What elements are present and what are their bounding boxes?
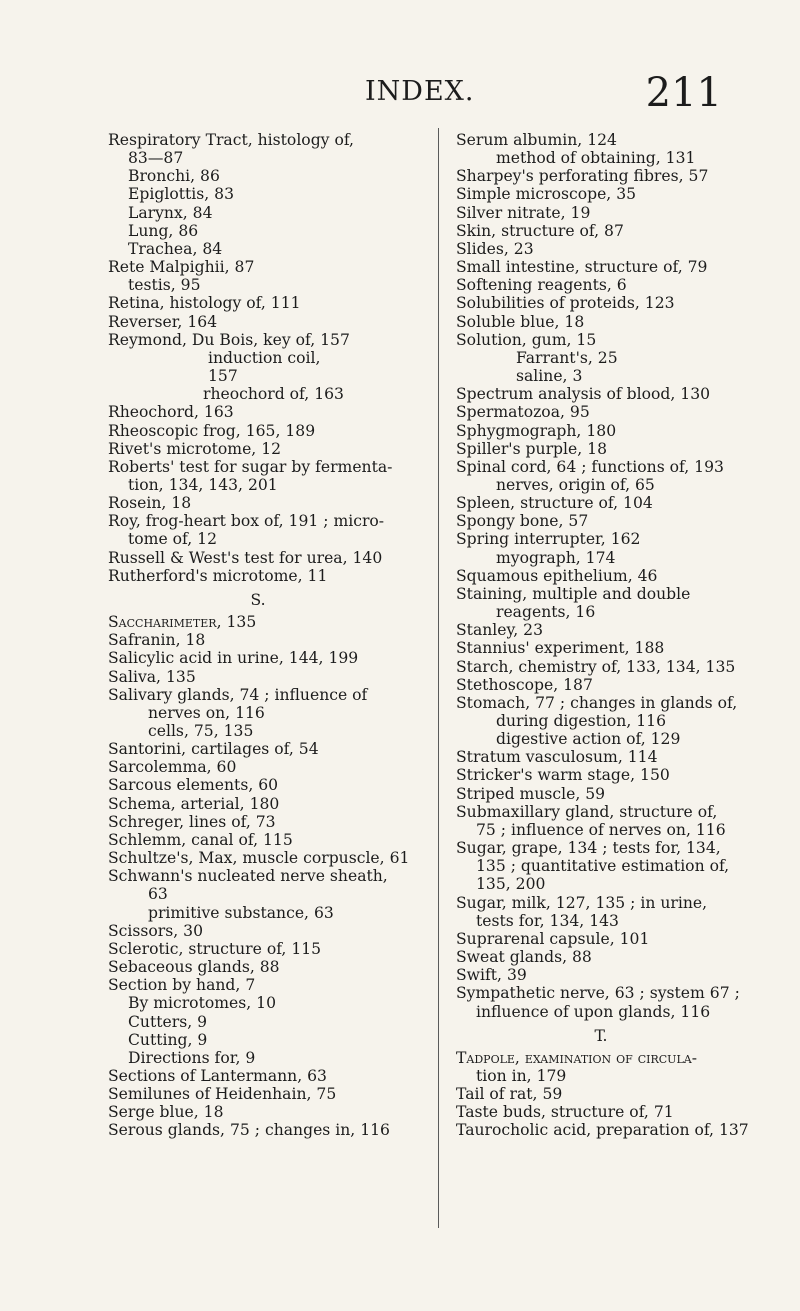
index-entry: Striped muscle, 59 (456, 784, 606, 803)
index-entry: Solubilities of proteids, 123 (456, 294, 675, 313)
index-entry: rheochord of, 163 (203, 385, 344, 404)
index-entry: Taurocholic acid, preparation of, 137 (456, 1121, 749, 1140)
index-entry: Semilunes of Heidenhain, 75 (108, 1085, 337, 1104)
index-entry: Swift, 39 (456, 966, 527, 985)
column-divider (438, 128, 439, 1228)
index-entry: 135, 200 (476, 875, 546, 894)
index-entry: Stannius' experiment, 188 (456, 639, 665, 658)
index-entry: digestive action of, 129 (496, 730, 681, 749)
index-entry: myograph, 174 (496, 548, 616, 567)
index-entry: Sections of Lantermann, 63 (108, 1066, 327, 1085)
index-entry: induction coil, (208, 348, 321, 367)
index-entry: Salivary glands, 74 ; influence of (108, 685, 368, 704)
index-entry: Rosein, 18 (108, 494, 192, 513)
page-header (0, 70, 800, 116)
index-entry: Sclerotic, structure of, 115 (108, 939, 322, 958)
index-entry: Directions for, 9 (128, 1048, 256, 1067)
index-entry: Sphygmograph, 180 (456, 421, 617, 440)
index-entry: testis, 95 (128, 276, 201, 295)
index-entry: Small intestine, structure of, 79 (456, 258, 708, 277)
index-entry: Trachea, 84 (128, 239, 223, 258)
index-entry: Tail of rat, 59 (456, 1085, 563, 1104)
index-entry: Spectrum analysis of blood, 130 (456, 385, 711, 404)
index-entry: Solution, gum, 15 (456, 330, 597, 349)
index-entry: Sebaceous glands, 88 (108, 958, 280, 977)
index-entry: Section by hand, 7 (108, 976, 256, 995)
index-entry: Simple microscope, 35 (456, 185, 637, 204)
index-entry: 135 ; quantitative estimation of, (476, 857, 730, 876)
index-entry: Taste buds, structure of, 71 (456, 1103, 674, 1122)
index-entry: Stanley, 23 (456, 621, 543, 640)
index-entry: Salicylic acid in urine, 144, 199 (108, 649, 359, 668)
index-entry: Tadpole, examination of circula- (456, 1048, 697, 1067)
index-entry: saline, 3 (516, 367, 583, 386)
index-entry: Schreger, lines of, 73 (108, 812, 276, 831)
index-entry: Serum albumin, 124 (456, 131, 617, 149)
index-entry: during digestion, 116 (496, 712, 666, 730)
index-entry: tome of, 12 (128, 530, 217, 549)
index-entry: tion in, 179 (476, 1066, 567, 1085)
index-entry: tion, 134, 143, 201 (128, 475, 278, 494)
index-entry: Sarcolemma, 60 (108, 758, 237, 777)
index-entry: Soluble blue, 18 (456, 312, 585, 331)
index-entry: Sweat glands, 88 (456, 948, 592, 967)
index-entry: Stomach, 77 ; changes in glands of, (456, 693, 738, 712)
index-entry: method of obtaining, 131 (496, 149, 696, 168)
index-entry: Reverser, 164 (108, 312, 218, 331)
index-entry: Spiller's purple, 18 (456, 439, 607, 458)
index-entry: Sympathetic nerve, 63 ; system 67 ; (456, 984, 740, 1003)
index-entry: nerves, origin of, 65 (496, 475, 655, 494)
index-entry: Suprarenal capsule, 101 (456, 929, 650, 948)
index-entry: Submaxillary gland, structure of, (456, 802, 718, 821)
index-entry: Larynx, 84 (128, 203, 213, 222)
index-entry: By microtomes, 10 (128, 994, 277, 1013)
index-entry: 75 ; influence of nerves on, 116 (476, 820, 726, 839)
index-entry: Scissors, 30 (108, 921, 204, 940)
index-entry: Lung, 86 (128, 221, 199, 240)
index-entry: Skin, structure of, 87 (456, 221, 624, 240)
index-entry: Saccharimeter, 135 (108, 613, 257, 632)
page-number: 211 (645, 70, 722, 116)
index-entry: Schultze's, Max, muscle corpuscle, 61 (108, 849, 410, 868)
index-entry: Roberts' test for sugar by fermenta- (108, 457, 393, 476)
index-entry: 63 (148, 885, 168, 904)
index-entry: Rutherford's microtome, 11 (108, 566, 328, 585)
index-entry: Starch, chemistry of, 133, 134, 135 (456, 657, 736, 676)
index-entry: Cutting, 9 (128, 1030, 208, 1049)
index-entry: Sharpey's perforating fibres, 57 (456, 167, 709, 186)
index-entry: Serous glands, 75 ; changes in, 116 (108, 1121, 390, 1140)
index-entry: Spongy bone, 57 (456, 512, 589, 531)
index-entry: Silver nitrate, 19 (456, 203, 591, 222)
index-entry: Staining, multiple and double (456, 584, 691, 603)
index-entry: reagents, 16 (496, 603, 596, 622)
index-entry: Retina, histology of, 111 (108, 294, 301, 313)
index-entry: Bronchi, 86 (128, 167, 220, 186)
index-entry: Reymond, Du Bois, key of, 157 (108, 330, 350, 349)
index-entry: nerves on, 116 (148, 703, 265, 722)
index-entry: 83—87 (128, 149, 184, 168)
index-entry: cells, 75, 135 (148, 722, 254, 740)
index-entry: Rheoscopic frog, 165, 189 (108, 421, 316, 440)
index-entry: Russell & West's test for urea, 140 (108, 548, 383, 567)
index-entry: Roy, frog-heart box of, 191 ; micro- (108, 512, 385, 531)
index-entry: Epiglottis, 83 (128, 185, 234, 204)
index-entry: Saliva, 135 (108, 667, 196, 686)
index-entry: influence of upon glands, 116 (476, 1002, 711, 1021)
index-entry: Slides, 23 (456, 239, 534, 258)
index-entry: Stricker's warm stage, 150 (456, 766, 670, 785)
index-entry: Serge blue, 18 (108, 1103, 224, 1122)
index-entry: tests for, 134, 143 (476, 911, 619, 930)
index-entry: 157 (208, 367, 238, 386)
index-entry: Cutters, 9 (128, 1012, 208, 1031)
index-entry: Squamous epithelium, 46 (456, 566, 658, 585)
index-entry: Softening reagents, 6 (456, 276, 627, 295)
index-entry: Safranin, 18 (108, 631, 206, 650)
index-entry: Stratum vasculosum, 114 (456, 748, 658, 767)
index-column-left (108, 131, 408, 1140)
section-letter: T. (594, 1026, 608, 1045)
index-entry: Spinal cord, 64 ; functions of, 193 (456, 457, 724, 476)
index-entry: Stethoscope, 187 (456, 675, 593, 694)
running-title: INDEX. (365, 76, 475, 107)
index-entry: primitive substance, 63 (148, 903, 334, 922)
index-entry: Farrant's, 25 (516, 348, 618, 367)
index-entry: Schlemm, canal of, 115 (108, 830, 293, 849)
index-entry: Sugar, grape, 134 ; tests for, 134, (456, 839, 721, 858)
index-entry: Schwann's nucleated nerve sheath, (108, 867, 388, 886)
index-entry: Santorini, cartilages of, 54 (108, 740, 319, 759)
index-entry: Rheochord, 163 (108, 403, 234, 422)
index-entry: Schema, arterial, 180 (108, 794, 280, 813)
index-column-right (456, 131, 749, 1140)
index-entry: Rivet's microtome, 12 (108, 439, 282, 458)
section-letter: S. (250, 590, 266, 609)
index-entry: Spring interrupter, 162 (456, 530, 641, 549)
index-entry: Spleen, structure of, 104 (456, 494, 653, 513)
index-entry: Spermatozoa, 95 (456, 403, 590, 422)
index-entry: Sugar, milk, 127, 135 ; in urine, (456, 893, 708, 912)
index-entry: Rete Malpighii, 87 (108, 258, 255, 277)
index-entry: Respiratory Tract, histology of, (108, 131, 355, 149)
index-entry: Sarcous elements, 60 (108, 776, 279, 795)
